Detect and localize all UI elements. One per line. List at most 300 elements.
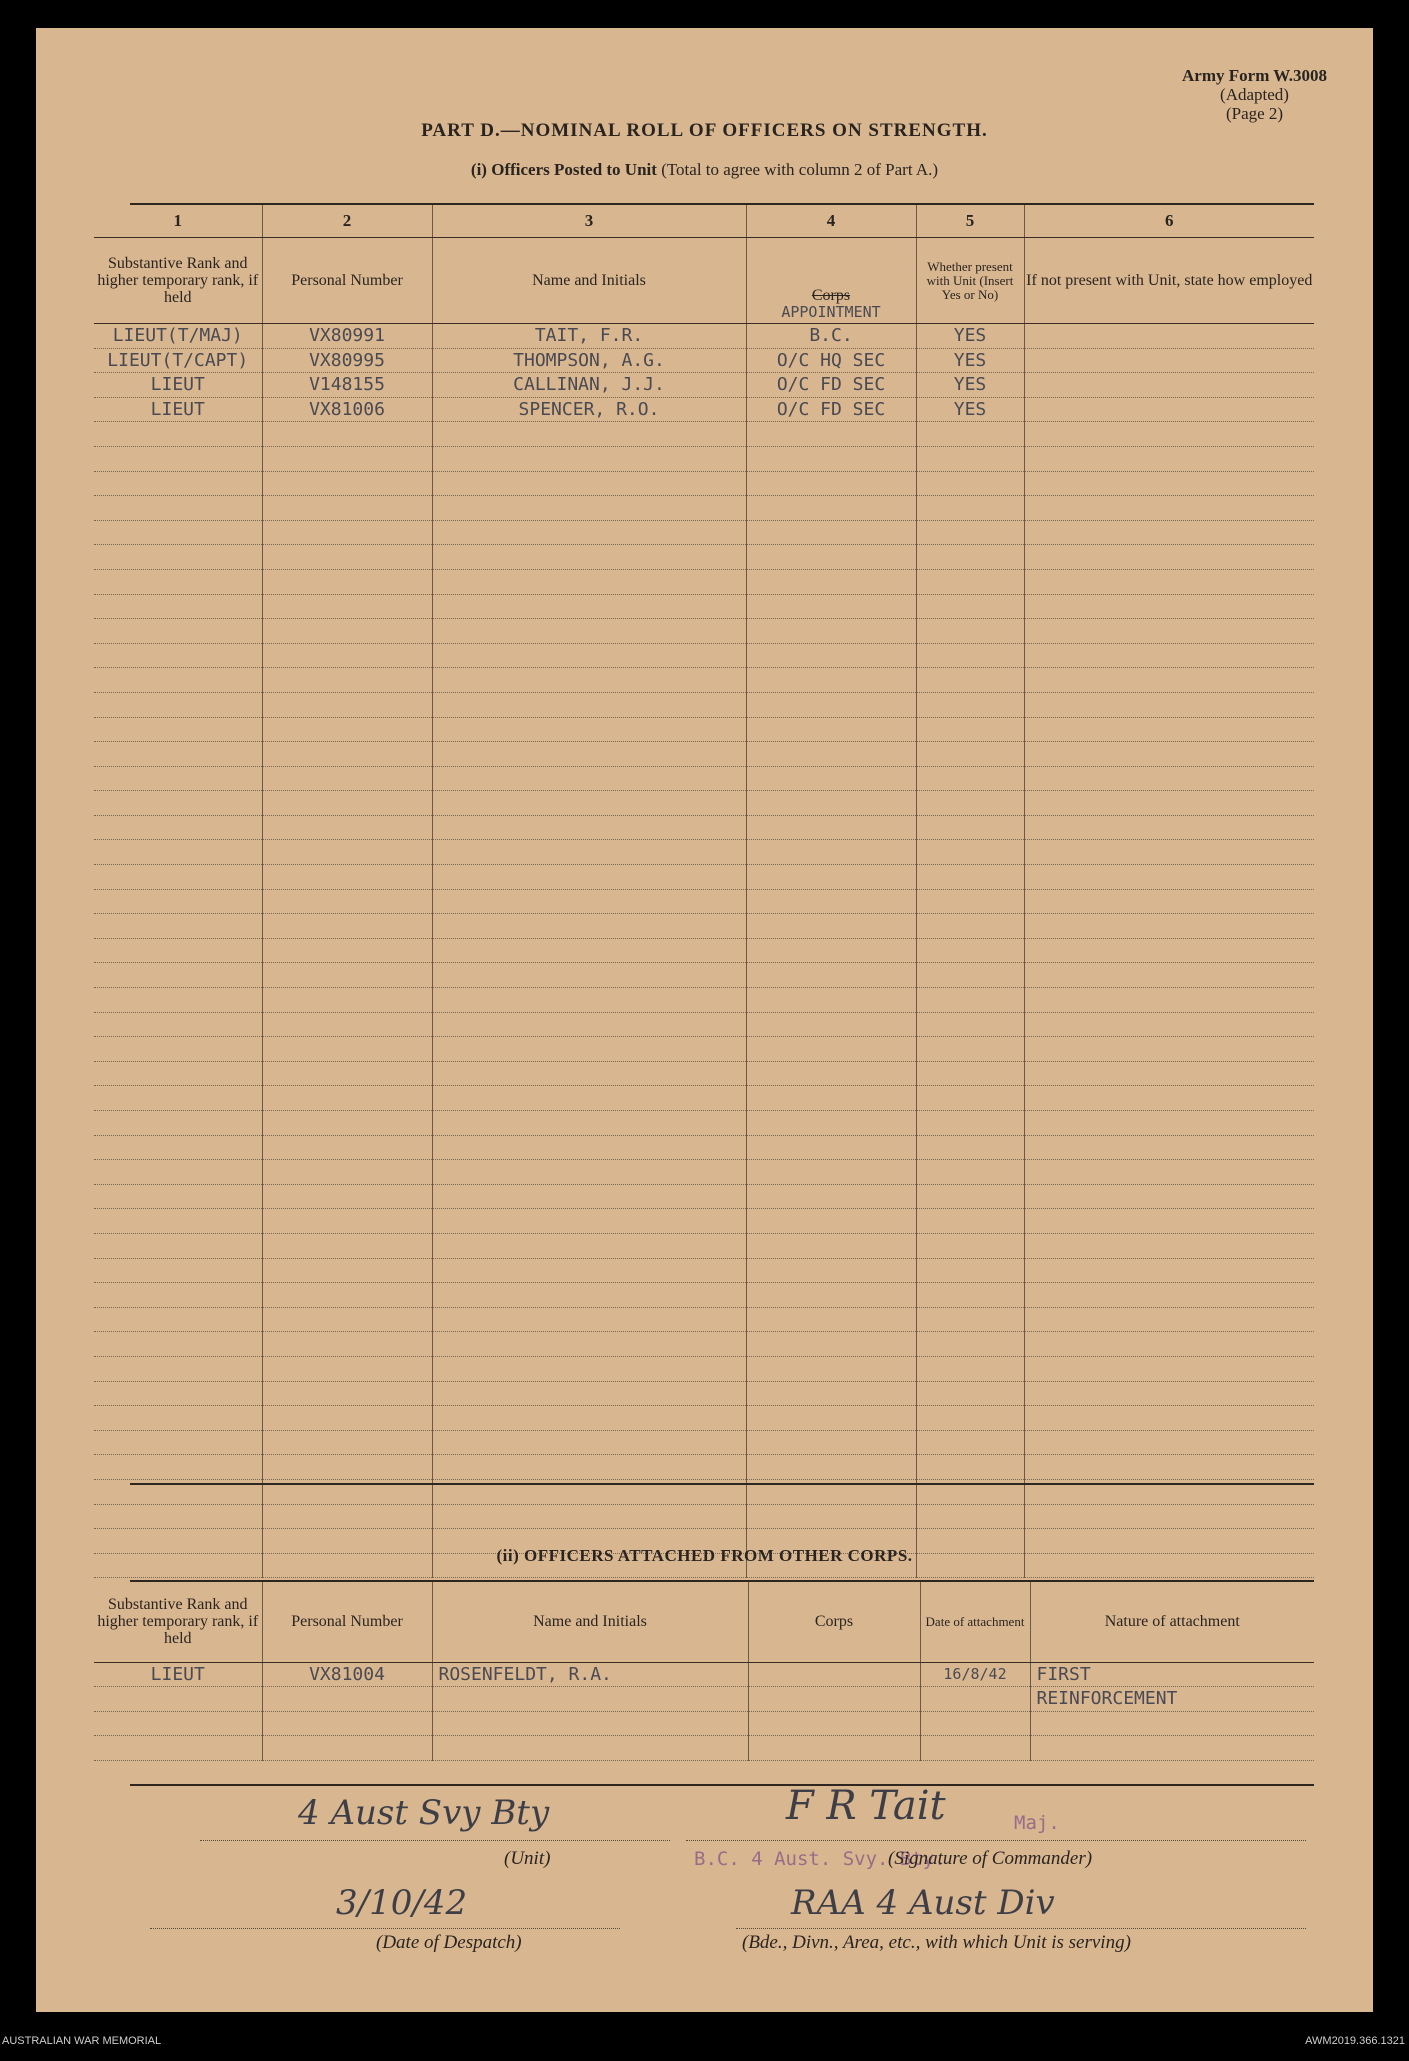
empty-cell [262, 1332, 432, 1357]
table-row [94, 1061, 1314, 1086]
section1-subtitle-bold: (i) Officers Posted to Unit [470, 160, 657, 179]
empty-cell [262, 1184, 432, 1209]
empty-cell [262, 1307, 432, 1332]
empty-cell [1024, 742, 1314, 767]
empty-cell [746, 815, 916, 840]
empty-cell [916, 643, 1024, 668]
empty-cell [94, 766, 262, 791]
table-row [94, 348, 1314, 373]
attached-header-date: Date of attachment [920, 1582, 1030, 1662]
empty-cell [1024, 1283, 1314, 1308]
empty-cell [262, 988, 432, 1013]
form-adapted: (Adapted) [1220, 85, 1289, 104]
empty-cell [262, 1111, 432, 1136]
empty-cell [262, 594, 432, 619]
empty-cell [432, 692, 746, 717]
cell-rank: LIEUT [94, 373, 262, 398]
empty-cell [262, 1455, 432, 1480]
empty-cell [432, 1430, 746, 1455]
empty-cell [94, 545, 262, 570]
empty-cell [916, 1455, 1024, 1480]
empty-cell [916, 1184, 1024, 1209]
empty-cell [1024, 1111, 1314, 1136]
empty-cell [916, 545, 1024, 570]
empty-cell [1024, 619, 1314, 644]
empty-cell [746, 545, 916, 570]
table-row [94, 545, 1314, 570]
empty-cell [94, 963, 262, 988]
empty-cell [262, 914, 432, 939]
empty-cell [916, 791, 1024, 816]
empty-cell [1024, 471, 1314, 496]
empty-cell [1024, 1061, 1314, 1086]
column-number-row [94, 205, 1314, 238]
empty-cell [916, 914, 1024, 939]
empty-cell [916, 988, 1024, 1013]
empty-cell [916, 422, 1024, 447]
cell-appointment: O/C FD SEC [746, 373, 916, 398]
empty-cell [916, 865, 1024, 890]
empty-cell [916, 1061, 1024, 1086]
empty-cell [746, 422, 916, 447]
empty-cell [262, 1258, 432, 1283]
empty-cell [262, 545, 432, 570]
empty-cell [94, 1356, 262, 1381]
attached-header-rank: Substantive Rank and higher temporary rank, if held [94, 1582, 262, 1662]
empty-cell [432, 1037, 746, 1062]
empty-cell [746, 766, 916, 791]
empty-cell [746, 594, 916, 619]
cell-name: CALLINAN, J.J. [432, 373, 746, 398]
empty-cell [94, 1233, 262, 1258]
cell-name: TAIT, F.R. [432, 324, 746, 349]
formation-line [736, 1928, 1306, 1929]
section1-subtitle [36, 160, 1373, 180]
empty-cell [94, 815, 262, 840]
empty-cell [432, 1209, 746, 1234]
empty-cell [1024, 815, 1314, 840]
empty-cell [432, 889, 746, 914]
empty-cell [262, 1381, 432, 1406]
empty-cell [432, 717, 746, 742]
empty-cell [1024, 717, 1314, 742]
table-row [94, 1037, 1314, 1062]
table-row [94, 496, 1314, 521]
empty-cell [746, 496, 916, 521]
empty-cell [432, 545, 746, 570]
empty-cell [1024, 1012, 1314, 1037]
empty-cell [916, 1209, 1024, 1234]
attached-cell-date [920, 1687, 1030, 1712]
empty-cell [262, 692, 432, 717]
empty-cell [1024, 594, 1314, 619]
empty-cell [432, 988, 746, 1013]
empty-cell [432, 1406, 746, 1431]
empty-cell [432, 865, 746, 890]
table-row [94, 471, 1314, 496]
empty-cell [262, 446, 432, 471]
empty-cell [916, 668, 1024, 693]
empty-cell [916, 1160, 1024, 1185]
empty-cell [746, 1233, 916, 1258]
signature-label: (Signature of Commander) [888, 1848, 1093, 1869]
empty-cell [916, 963, 1024, 988]
empty-cell [94, 791, 262, 816]
empty-cell [746, 865, 916, 890]
table-row [94, 324, 1314, 349]
empty-cell [746, 938, 916, 963]
empty-cell [746, 1209, 916, 1234]
empty-cell [94, 1283, 262, 1308]
empty-cell [94, 643, 262, 668]
empty-cell [916, 1233, 1024, 1258]
empty-cell [94, 1455, 262, 1480]
empty-cell [262, 619, 432, 644]
table-row [94, 1430, 1314, 1455]
cell-employed [1024, 324, 1314, 349]
table-row [94, 1455, 1314, 1480]
attached-header-nature: Nature of attachment [1030, 1582, 1314, 1662]
cell-employed [1024, 397, 1314, 422]
empty-cell [432, 1332, 746, 1357]
attached-cell-nature: FIRST [1030, 1662, 1314, 1687]
empty-cell [746, 1086, 916, 1111]
empty-cell [746, 1406, 916, 1431]
attached-cell-rank: LIEUT [94, 1662, 262, 1687]
empty-cell [916, 1111, 1024, 1136]
cell-number: VX80991 [262, 324, 432, 349]
empty-cell [432, 1356, 746, 1381]
attached-cell-number [262, 1687, 432, 1712]
empty-cell [746, 569, 916, 594]
attached-header-name: Name and Initials [432, 1582, 748, 1662]
table-row [94, 791, 1314, 816]
empty-cell [746, 988, 916, 1013]
empty-cell [262, 766, 432, 791]
empty-cell [432, 619, 746, 644]
empty-cell [746, 1160, 916, 1185]
empty-cell [432, 643, 746, 668]
empty-cell [1024, 1455, 1314, 1480]
despatch-date-value: 3/10/42 [336, 1883, 468, 1923]
empty-cell [94, 1258, 262, 1283]
table-row [94, 1086, 1314, 1111]
cell-rank: LIEUT [94, 397, 262, 422]
empty-cell [432, 1283, 746, 1308]
empty-cell [94, 668, 262, 693]
empty-cell [916, 1135, 1024, 1160]
empty-cell [262, 1283, 432, 1308]
empty-cell [262, 471, 432, 496]
empty-cell [1024, 520, 1314, 545]
empty-cell [1024, 791, 1314, 816]
empty-cell [1024, 1258, 1314, 1283]
header-corps-cell [746, 238, 916, 324]
empty-cell [432, 1184, 746, 1209]
cell-appointment: B.C. [746, 324, 916, 349]
empty-cell [262, 1406, 432, 1431]
empty-cell [916, 569, 1024, 594]
empty-cell [262, 422, 432, 447]
table-row [94, 1233, 1314, 1258]
empty-cell [262, 496, 432, 521]
col-number: 6 [1024, 205, 1314, 238]
empty-cell [262, 938, 432, 963]
empty-cell [746, 1381, 916, 1406]
cell-rank: LIEUT(T/CAPT) [94, 348, 262, 373]
empty-cell [262, 1086, 432, 1111]
empty-cell [746, 1504, 916, 1529]
table-row [94, 914, 1314, 939]
empty-cell [746, 889, 916, 914]
empty-cell [1024, 1504, 1314, 1529]
empty-cell [746, 1455, 916, 1480]
empty-cell [916, 1307, 1024, 1332]
table-row [94, 1111, 1314, 1136]
header-appointment: APPOINTMENT [781, 303, 881, 321]
empty-cell [94, 569, 262, 594]
empty-cell [94, 1430, 262, 1455]
empty-cell [94, 1406, 262, 1431]
empty-cell [432, 938, 746, 963]
despatch-date-label: (Date of Despatch) [376, 1932, 522, 1953]
empty-cell [1024, 988, 1314, 1013]
cell-number: VX81006 [262, 397, 432, 422]
cell-name: SPENCER, R.O. [432, 397, 746, 422]
empty-cell [1024, 422, 1314, 447]
cell-present: YES [916, 373, 1024, 398]
cell-number: VX80995 [262, 348, 432, 373]
empty-cell [432, 422, 746, 447]
empty-cell [1024, 1381, 1314, 1406]
cell-appointment: O/C FD SEC [746, 397, 916, 422]
empty-cell [432, 1381, 746, 1406]
attached-cell-name: ROSENFELDT, R.A. [432, 1662, 748, 1687]
empty-cell [432, 1061, 746, 1086]
archive-label-left: AUSTRALIAN WAR MEMORIAL [2, 2035, 162, 2047]
empty-cell [1024, 1233, 1314, 1258]
empty-cell [1024, 692, 1314, 717]
empty-cell [262, 840, 432, 865]
empty-cell [1024, 1406, 1314, 1431]
table-row [94, 668, 1314, 693]
empty-cell [94, 889, 262, 914]
empty-cell [1024, 668, 1314, 693]
cell-present: YES [916, 397, 1024, 422]
empty-cell [262, 1160, 432, 1185]
formation-label: (Bde., Divn., Area, etc., with which Unit is serving) [742, 1932, 1131, 1953]
table-row [94, 643, 1314, 668]
empty-cell [1024, 963, 1314, 988]
empty-cell [94, 692, 262, 717]
empty-cell [262, 1430, 432, 1455]
empty-cell [94, 1061, 262, 1086]
empty-cell [1024, 865, 1314, 890]
section2-bottom-rule [130, 1784, 1314, 1786]
attached-row [94, 1662, 1314, 1687]
table-row [94, 840, 1314, 865]
empty-cell [746, 1430, 916, 1455]
cell-employed [1024, 373, 1314, 398]
form-page: (Page 2) [1225, 104, 1284, 123]
empty-cell [746, 742, 916, 767]
table-row [94, 446, 1314, 471]
header-rank: Substantive Rank and higher temporary rank, if held [94, 238, 262, 324]
empty-cell [94, 1307, 262, 1332]
table-row [94, 1209, 1314, 1234]
empty-cell [432, 1135, 746, 1160]
empty-cell [94, 988, 262, 1013]
empty-cell [262, 1356, 432, 1381]
empty-cell [432, 791, 746, 816]
attached-cell-name [432, 1687, 748, 1712]
empty-cell [94, 1086, 262, 1111]
col-number: 1 [94, 205, 262, 238]
empty-cell [916, 840, 1024, 865]
empty-cell [94, 1381, 262, 1406]
empty-cell [262, 717, 432, 742]
empty-cell [916, 471, 1024, 496]
empty-cell [746, 1135, 916, 1160]
empty-cell [746, 1283, 916, 1308]
empty-cell [916, 1332, 1024, 1357]
attached-cell-corps [748, 1662, 920, 1687]
table-row [94, 766, 1314, 791]
attached-cell-nature: REINFORCEMENT [1030, 1687, 1314, 1712]
empty-cell [94, 446, 262, 471]
empty-cell [432, 1111, 746, 1136]
empty-cell [916, 815, 1024, 840]
officers-posted-body [94, 324, 1314, 1578]
empty-cell [262, 1012, 432, 1037]
empty-cell [1024, 1160, 1314, 1185]
empty-cell [1024, 1037, 1314, 1062]
empty-cell [1024, 545, 1314, 570]
empty-cell [1024, 1184, 1314, 1209]
attached-cell-number: VX81004 [262, 1662, 432, 1687]
empty-cell [262, 742, 432, 767]
cell-employed [1024, 348, 1314, 373]
table-row [94, 373, 1314, 398]
empty-cell [94, 1504, 262, 1529]
empty-cell [432, 1455, 746, 1480]
empty-cell [1024, 889, 1314, 914]
empty-cell [262, 815, 432, 840]
empty-cell [94, 1209, 262, 1234]
header-employed: If not present with Unit, state how employed [1024, 238, 1314, 324]
attached-row [94, 1687, 1314, 1712]
empty-cell [746, 1184, 916, 1209]
table-row [94, 397, 1314, 422]
table-row [94, 1356, 1314, 1381]
empty-cell [746, 692, 916, 717]
table-row [94, 742, 1314, 767]
empty-cell [746, 1037, 916, 1062]
signature-line [686, 1840, 1306, 1841]
despatch-date-line [150, 1928, 620, 1929]
empty-cell [746, 914, 916, 939]
empty-cell [746, 791, 916, 816]
empty-cell [262, 889, 432, 914]
empty-cell [262, 668, 432, 693]
attached-cell-rank [94, 1687, 262, 1712]
empty-cell [746, 717, 916, 742]
empty-cell [262, 1233, 432, 1258]
table-row [94, 422, 1314, 447]
attached-header-personal: Personal Number [262, 1582, 432, 1662]
empty-cell [432, 668, 746, 693]
attached-header-row [94, 1582, 1314, 1662]
table-row [94, 1184, 1314, 1209]
empty-cell [432, 815, 746, 840]
table-row [94, 520, 1314, 545]
empty-cell [432, 520, 746, 545]
empty-cell [94, 1012, 262, 1037]
empty-cell [432, 1086, 746, 1111]
officers-attached-table [94, 1582, 1314, 1761]
empty-cell [432, 1504, 746, 1529]
empty-cell [916, 619, 1024, 644]
empty-cell [746, 1356, 916, 1381]
cell-rank: LIEUT(T/MAJ) [94, 324, 262, 349]
cell-present: YES [916, 324, 1024, 349]
empty-cell [916, 1283, 1024, 1308]
empty-cell [746, 520, 916, 545]
form-number-block [1182, 66, 1327, 123]
empty-cell [262, 1209, 432, 1234]
header-present: Whether present with Unit (Insert Yes or No) [916, 238, 1024, 324]
empty-cell [262, 1061, 432, 1086]
empty-cell [94, 471, 262, 496]
empty-cell [94, 1332, 262, 1357]
empty-cell [94, 594, 262, 619]
table-row [94, 594, 1314, 619]
section1-subtitle-rest: (Total to agree with column 2 of Part A.) [656, 160, 939, 179]
commander-signature: F R Tait [786, 1783, 946, 1829]
empty-cell [262, 1135, 432, 1160]
empty-cell [94, 422, 262, 447]
section1-bottom-rule [130, 1483, 1314, 1485]
empty-cell [262, 1504, 432, 1529]
empty-cell [432, 914, 746, 939]
formation-value: RAA 4 Aust Div [791, 1883, 1055, 1923]
table-row [94, 1307, 1314, 1332]
table-row [94, 1258, 1314, 1283]
empty-cell [262, 865, 432, 890]
section2-title: (ii) OFFICERS ATTACHED FROM OTHER CORPS. [496, 1546, 913, 1565]
officers-posted-table [94, 205, 1314, 1578]
empty-cell [94, 1160, 262, 1185]
cell-number: V148155 [262, 373, 432, 398]
empty-cell [432, 569, 746, 594]
empty-cell [916, 692, 1024, 717]
attached-row [94, 1711, 1314, 1736]
empty-cell [746, 1012, 916, 1037]
empty-cell [916, 889, 1024, 914]
empty-cell [94, 1111, 262, 1136]
empty-cell [916, 1012, 1024, 1037]
table-row [94, 619, 1314, 644]
empty-cell [1024, 938, 1314, 963]
empty-cell [432, 594, 746, 619]
form-number: Army Form W.3008 [1182, 66, 1327, 85]
empty-cell [94, 619, 262, 644]
empty-cell [1024, 446, 1314, 471]
empty-cell [1024, 569, 1314, 594]
empty-cell [916, 1037, 1024, 1062]
empty-cell [432, 1307, 746, 1332]
empty-cell [262, 569, 432, 594]
